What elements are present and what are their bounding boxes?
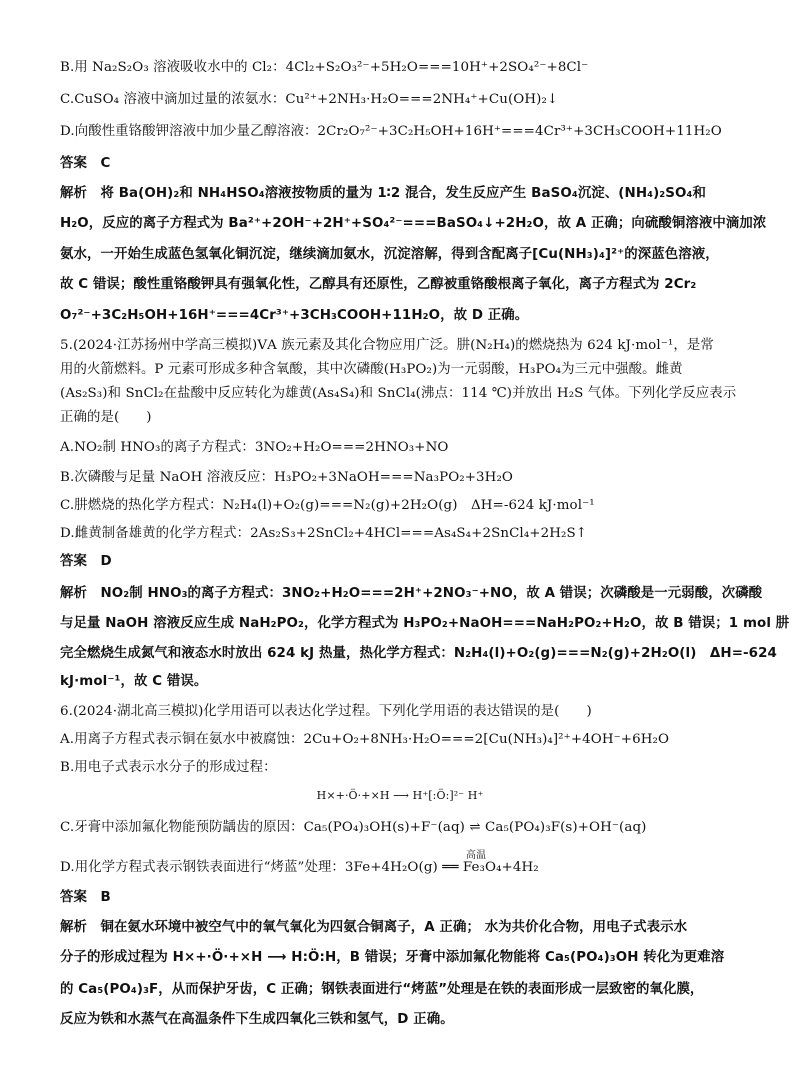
reaction-condition-label: 高温 xyxy=(466,850,486,861)
question-5-option-d: D.雌黄制备雄黄的化学方程式：2As₂S₃+2SnCl₂+4HCl===As₄S₄+2SnCl₄+2H₂S↑ xyxy=(60,526,588,541)
question-5-stem-line: 正确的是( ) xyxy=(60,410,152,425)
question-4-option-d: D.向酸性重铬酸钾溶液中加少量乙醇溶液：2Cr₂O₇²⁻+3C₂H₅OH+16H⁺===4Cr³⁺+3CH₃COOH+11H₂O xyxy=(60,124,722,139)
explanation-4-line: 解析 将 Ba(OH)₂和 NH₄HSO₄溶液按物质的量为 1∶2 混合，发生反应产生 BaSO₄沉淀、(NH₄)₂SO₄和 xyxy=(60,186,706,201)
question-6-option-c: C.牙膏中添加氟化物能预防龋齿的原因：Ca₅(PO₄)₃OH(s)+F⁻(aq) ⇌ Ca₅(PO₄)₃F(s)+OH⁻(aq) xyxy=(60,820,647,835)
question-4-option-c: C.CuSO₄ 溶液中滴加过量的浓氨水：Cu²⁺+2NH₃·H₂O===2NH₄⁺+Cu(OH)₂↓ xyxy=(60,92,559,107)
explanation-4-line: 氨水，一开始生成蓝色氢氧化铜沉淀，继续滴加氨水，沉淀溶解，得到含配离子[Cu(NH₃)₄]²⁺的深蓝色溶液， xyxy=(60,247,719,262)
explanation-6-line: 反应为铁和水蒸气在高温条件下生成四氧化三铁和氢气，D 正确。 xyxy=(60,1012,454,1027)
explanation-6-line: 分子的形成过程为 H×+·Ö·+×H ⟶ H:Ö:H，B 错误；牙膏中添加氟化物能将 Ca₅(PO₄)₃OH 转化为更难溶 xyxy=(60,950,725,965)
explanation-5-line: 完全燃烧生成氮气和液态水时放出 624 kJ 热量，热化学方程式：N₂H₄(l)+O₂(g)===N₂(g)+2H₂O(l) ΔH=-624 xyxy=(60,646,777,661)
answer-6: 答案 B xyxy=(60,890,111,905)
explanation-6-line: 解析 铜在氨水环境中被空气中的氧气氧化为四氨合铜离子，A 正确； 水为共价化合物，用电子式表示水 xyxy=(60,920,688,935)
explanation-6-line: 的 Ca₅(PO₄)₃F，从而保护牙齿，C 正确；钢铁表面进行“烤蓝”处理是在铁的表面形成一层致密的氧化膜， xyxy=(60,982,704,997)
question-6-option-a: A.用离子方程式表示铜在氨水中被腐蚀：2Cu+O₂+8NH₃·H₂O===2[Cu(NH₃)₄]²⁺+4OH⁻+6H₂O xyxy=(60,732,670,747)
question-5-option-a: A.NO₂制 HNO₃的离子方程式：3NO₂+H₂O===2HNO₃+NO xyxy=(60,440,449,455)
question-5-stem-line: 用的火箭燃料。P 元素可形成多种含氧酸，其中次磷酸(H₃PO₂)为一元弱酸，H₃PO₄为三元中强酸。雌黄 xyxy=(60,362,683,377)
question-4-option-b: B.用 Na₂S₂O₃ 溶液吸收水中的 Cl₂：4Cl₂+S₂O₃²⁻+5H₂O===10H⁺+2SO₄²⁻+8Cl⁻ xyxy=(60,60,589,75)
explanation-4-line: 故 C 错误；酸性重铬酸钾具有强氧化性，乙醇具有还原性，乙醇被重铬酸根离子氧化，离子方程式为 2Cr₂ xyxy=(60,277,697,292)
electron-formula-diagram: H×+·Ö·+×H ⟶ H⁺[:Ö:]²⁻ H⁺ xyxy=(316,789,484,802)
question-6-option-d: D.用化学方程式表示钢铁表面进行“烤蓝”处理：3Fe+4H₂O(g) ══ Fe₃O₄+4H₂ xyxy=(60,860,539,875)
explanation-4-line: O₇²⁻+3C₂H₅OH+16H⁺===4Cr³⁺+3CH₃COOH+11H₂O，故 D 正确。 xyxy=(60,308,529,323)
question-6-stem: 6.(2024·湖北高三模拟)化学用语可以表达化学过程。下列化学用语的表达错误的是( ) xyxy=(60,704,592,719)
answer-4: 答案 C xyxy=(60,156,111,171)
question-5-stem-line: 5.(2024·江苏扬州中学高三模拟)ⅤA 族元素及其化合物应用广泛。肼(N₂H₄)的燃烧热为 624 kJ·mol⁻¹，是常 xyxy=(60,338,714,353)
question-6-option-b: B.用电子式表示水分子的形成过程： xyxy=(60,760,277,775)
explanation-5-line: 与足量 NaOH 溶液反应生成 NaH₂PO₂，化学方程式为 H₃PO₂+NaOH===NaH₂PO₂+H₂O，故 B 错误；1 mol 肼 xyxy=(60,616,790,631)
explanation-4-line: H₂O，反应的离子方程式为 Ba²⁺+2OH⁻+2H⁺+SO₄²⁻===BaSO₄↓+2H₂O，故 A 正确；向硫酸铜溶液中滴加浓 xyxy=(60,216,767,231)
question-5-option-c: C.肼燃烧的热化学方程式：N₂H₄(l)+O₂(g)===N₂(g)+2H₂O(g) ΔH=-624 kJ·mol⁻¹ xyxy=(60,498,595,513)
question-5-option-b: B.次磷酸与足量 NaOH 溶液反应：H₃PO₂+3NaOH===Na₃PO₂+3H₂O xyxy=(60,470,514,485)
question-5-stem-line: (As₂S₃)和 SnCl₂在盐酸中反应转化为雄黄(As₄S₄)和 SnCl₄(沸点：114 ℃)并放出 H₂S 气体。下列化学反应表示 xyxy=(60,386,737,401)
answer-5: 答案 D xyxy=(60,554,112,569)
explanation-5-line: 解析 NO₂制 HNO₃的离子方程式：3NO₂+H₂O===2H⁺+2NO₃⁻+NO，故 A 错误；次磷酸是一元弱酸，次磷酸 xyxy=(60,586,763,601)
explanation-5-line: kJ·mol⁻¹，故 C 错误。 xyxy=(60,674,208,689)
